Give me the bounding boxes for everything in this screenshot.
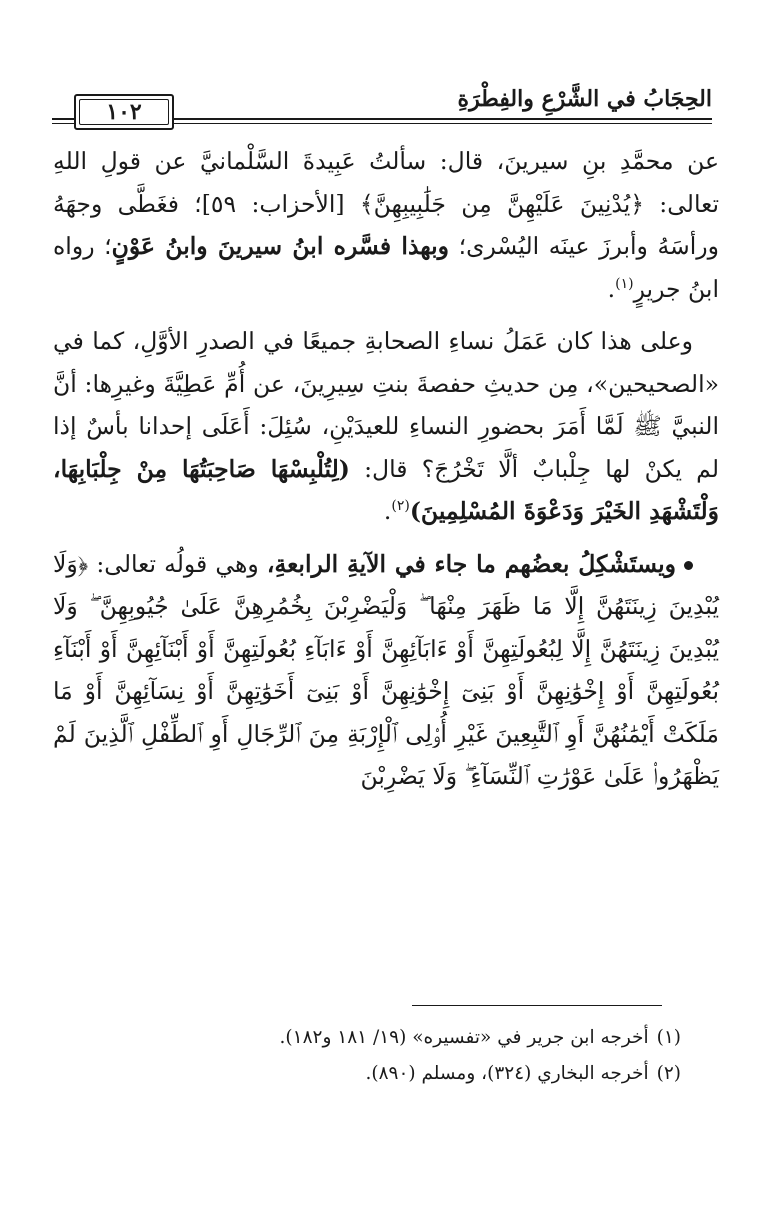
footnote-separator [412,1005,662,1006]
paragraph-2 [53,320,719,533]
page-number: ١٠٢ [106,99,142,125]
paragraph-1-text-b: ؛ رواه ابنُ جريرٍ [53,232,719,303]
footnote-number: (٢) [656,1063,681,1084]
paragraph-1-bold: وبهذا فسَّره ابنُ سيرينَ وابنُ عَوْنٍ [111,232,449,260]
footnote-2 [81,1056,681,1092]
footnote-ref-1: (١) [615,275,634,292]
paragraph-3-heading: ويستَشْكِلُ بعضُهم ما جاء في الآيةِ الرابعةِ، [266,549,676,578]
paragraph-2-text: وعلى هذا كان عَمَلُ نساءِ الصحابةِ جميعًا في الصدرِ الأوَّلِ، كما في «الصحيحين»، مِن حديثِ حفصةَ بنتِ سِيرِينَ، عن أُمِّ عَطِيَّةَ وغيرِها: أنَّ النبيَّ ﷺ لَمَّا أَمَرَ بحضورِ النساءِ للعيدَيْنِ، سُئِلَ: أَعَلَى إحدانا بأسٌ إذا لم يكنْ لها جِلْبابٌ ألَّا تَخْرُجَ؟ قال: [53,327,719,483]
page-number-frame [74,94,174,130]
paragraph-3 [53,543,719,798]
footnote-text: أخرجه البخاري (٣٢٤)، ومسلم (٨٩٠). [365,1063,649,1084]
hadith-quote: (لِتُلْبِسْهَا صَاحِبَتُهَا مِنْ جِلْبَابِهَا، وَلْتَشْهَدِ الخَيْرَ وَدَعْوَةَ المُسْلِمِينَ) [53,454,719,525]
page-header [52,78,712,138]
paragraph-1 [53,140,719,310]
running-title: الحِجَابُ في الشَّرْعِ والفِطْرَةِ [457,86,712,112]
paragraph-1-end: . [607,274,616,303]
footnote-1 [81,1020,681,1056]
footnote-ref-2: (٢) [391,498,410,515]
footnotes [81,1020,681,1092]
paragraph-2-end: . [383,497,392,525]
bullet-icon [684,561,693,570]
footnote-number: (١) [656,1027,681,1048]
footnote-text: أخرجه ابن جرير في «تفسيره» (١٩/ ١٨١ و١٨٢). [279,1027,649,1048]
main-text [53,140,719,798]
paragraph-1-text: عن محمَّدِ بنِ سيرينَ، قال: سألتُ عَبِيدةَ السَّلْمانيَّ عن قولِ اللهِ تعالى: ﴿يُدْنِينَ عَلَيْهِنَّ مِن جَلَٰبِيبِهِنَّ﴾ [الأحزاب: ٥٩]؛ فغَطَّى وجهَهُ ورأسَهُ وأبرزَ عينَه اليُسْرى؛ [53,147,719,260]
quran-verse: ﴿وَلَا يُبْدِينَ زِينَتَهُنَّ إِلَّا مَا ظَهَرَ مِنْهَا ۖ وَلْيَضْرِبْنَ بِخُمُرِهِنَّ عَلَىٰ جُيُوبِهِنَّ ۖ وَلَا يُبْدِينَ زِينَتَهُنَّ إِلَّا لِبُعُولَتِهِنَّ أَوْ ءَابَآئِهِنَّ أَوْ ءَابَآءِ بُعُولَتِهِنَّ أَوْ أَبْنَآئِهِنَّ أَوْ أَبْنَآءِ بُعُولَتِهِنَّ أَوْ إِخْوَٰنِهِنَّ أَوْ بَنِىٓ إِخْوَٰنِهِنَّ أَوْ بَنِىٓ أَخَوَٰتِهِنَّ أَوْ نِسَآئِهِنَّ أَوْ مَا مَلَكَتْ أَيْمَٰنُهُنَّ أَوِ ٱلتَّٰبِعِينَ غَيْرِ أُو۟لِى ٱلْإِرْبَةِ مِنَ ٱلرِّجَالِ أَوِ ٱلطِّفْلِ ٱلَّذِينَ لَمْ يَظْهَرُوا۟ عَلَىٰ عَوْرَٰتِ ٱلنِّسَآءِ ۖ وَلَا يَضْرِبْنَ [53,549,719,790]
paragraph-3-text: وهي قولُه تعالى: [96,549,259,578]
